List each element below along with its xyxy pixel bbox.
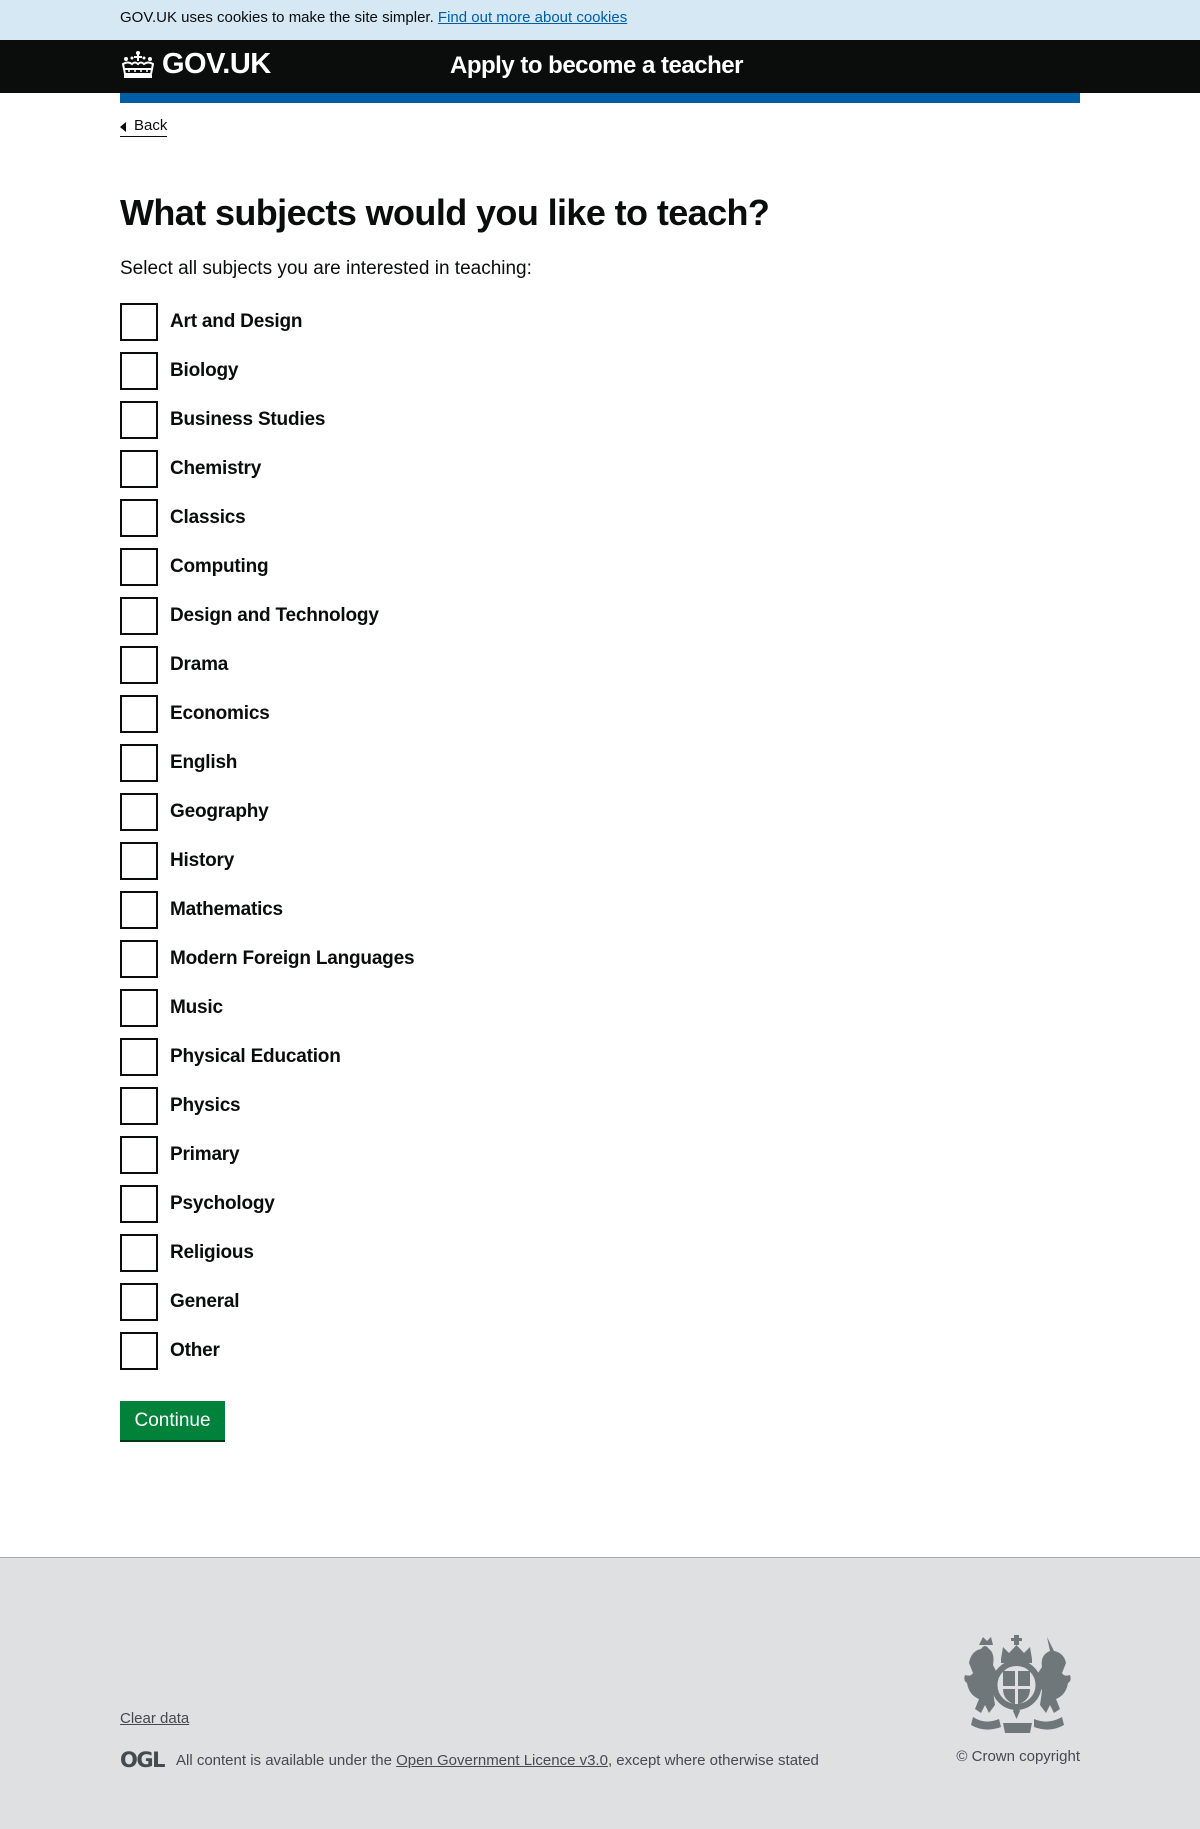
checkbox[interactable] (120, 597, 158, 635)
service-name-link[interactable]: Apply to become a teacher (450, 52, 743, 79)
checkbox[interactable] (120, 450, 158, 488)
checkbox[interactable] (120, 548, 158, 586)
crown-copyright[interactable]: © Crown copyright (956, 1748, 1080, 1765)
licence-link[interactable]: Open Government Licence v3.0 (396, 1751, 608, 1769)
licence-statement (120, 1748, 819, 1772)
checkbox-label[interactable]: Art and Design (170, 311, 303, 332)
cookie-info-link[interactable]: Find out more about cookies (437, 9, 628, 26)
checkbox-label[interactable]: Psychology (170, 1193, 275, 1214)
checkbox[interactable] (120, 940, 158, 978)
clear-data-link[interactable]: Clear data (120, 1710, 190, 1727)
back-label: Back (134, 117, 168, 134)
checkbox[interactable] (120, 1234, 158, 1272)
checkbox[interactable] (120, 499, 158, 537)
checkbox-label[interactable]: Biology (170, 360, 239, 381)
checkbox[interactable] (120, 695, 158, 733)
ogl-logo-icon: OGL (120, 1748, 164, 1772)
checkbox-label[interactable]: Chemistry (170, 458, 262, 479)
crown-icon (120, 50, 156, 80)
checkbox[interactable] (120, 744, 158, 782)
checkbox[interactable] (120, 1087, 158, 1125)
checkbox-label[interactable]: Religious (170, 1242, 254, 1263)
checkbox-label[interactable]: Classics (170, 507, 246, 528)
checkbox[interactable] (120, 1136, 158, 1174)
checkbox[interactable] (120, 989, 158, 1027)
licence-suffix: , except where otherwise stated (607, 1751, 819, 1769)
checkbox-label[interactable]: Primary (170, 1144, 240, 1165)
site-header (0, 40, 1200, 93)
logo-text: GOV.UK (162, 48, 271, 80)
checkbox[interactable] (120, 1332, 158, 1370)
checkbox-label[interactable]: Design and Technology (170, 605, 379, 626)
page-title: What subjects would you like to teach? (120, 192, 770, 233)
continue-button[interactable]: Continue (120, 1401, 225, 1440)
checkbox-label[interactable]: Geography (170, 801, 269, 822)
checkbox-label[interactable]: Mathematics (170, 899, 283, 920)
cookie-text: GOV.UK uses cookies to make the site simpler. (120, 9, 434, 26)
checkbox[interactable] (120, 352, 158, 390)
checkbox-label[interactable]: Drama (170, 654, 229, 675)
back-link[interactable] (120, 117, 167, 137)
checkbox[interactable] (120, 1185, 158, 1223)
checkbox-label[interactable]: Business Studies (170, 409, 326, 430)
checkbox-label[interactable]: Music (170, 997, 223, 1018)
checkbox[interactable] (120, 1283, 158, 1321)
govuk-logo-link[interactable] (120, 48, 271, 81)
checkbox-label[interactable]: Physical Education (170, 1046, 341, 1067)
form-hint: Select all subjects you are interested in teaching: (120, 258, 532, 279)
checkbox-label[interactable]: History (170, 850, 235, 871)
checkbox-label[interactable]: Physics (170, 1095, 241, 1116)
checkbox-label[interactable]: Computing (170, 556, 269, 577)
checkbox-label[interactable]: General (170, 1291, 240, 1312)
checkbox[interactable] (120, 891, 158, 929)
cookie-banner (0, 0, 1200, 40)
checkbox-label[interactable]: Modern Foreign Languages (170, 948, 415, 969)
checkbox[interactable] (120, 646, 158, 684)
royal-coat-of-arms-icon (955, 1633, 1080, 1738)
checkbox[interactable] (120, 401, 158, 439)
checkbox-label[interactable]: Other (170, 1340, 220, 1361)
checkbox-label[interactable]: English (170, 752, 238, 773)
checkbox[interactable] (120, 303, 158, 341)
checkbox[interactable] (120, 793, 158, 831)
checkbox[interactable] (120, 1038, 158, 1076)
header-accent-bar (120, 93, 1080, 103)
back-arrow-icon (120, 122, 126, 132)
checkbox-label[interactable]: Economics (170, 703, 270, 724)
cookie-message (120, 9, 627, 26)
licence-prefix: All content is available under the (175, 1751, 392, 1769)
checkbox[interactable] (120, 842, 158, 880)
site-footer (0, 1557, 1200, 1829)
